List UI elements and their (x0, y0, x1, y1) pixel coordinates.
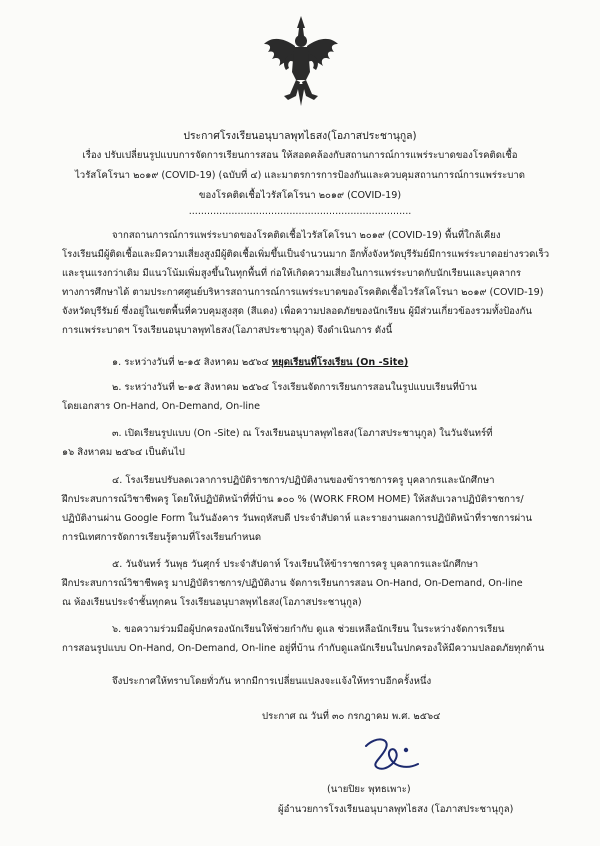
item-1 (112, 357, 408, 369)
subject-line-2: ไวรัสโคโรนา ๒๐๑๙ (COVID-19) (ฉบับที่ ๔) และมาตรการการป้องกันและควบคุมสถานการณ์การแพร่ระบาด (74, 170, 526, 181)
item-4-line-1: ๔. โรงเรียนปรับลดเวลาการปฏิบัติราชการ/ปฏิบัติงานของข้าราชการครู บุคลากรและนักศึกษา (112, 475, 495, 486)
intro-line-1: จากสถานการณ์การแพร่ระบาดของโรคติดเชื้อไวรัสโคโรนา ๒๐๑๙ (COVID-19) พื้นที่ใกล้เคียง (112, 230, 501, 241)
item-3-line-1: ๓. เปิดเรียนรูปแบบ (On -Site) ณ โรงเรียนอนุบาลพุทไธสง(โอภาสประชานุกูล) ในวันจันทร์ที่ (112, 428, 493, 439)
item-5-line-2: ฝึกประสบการณ์วิชาชีพครู มาปฏิบัติราชการ/ปฏิบัติงาน จัดการเรียนการสอน On-Hand, On-Demand, On-line (62, 578, 523, 589)
item-3-line-2: ๑๖ สิงหาคม ๒๕๖๔ เป็นต้นไป (62, 447, 185, 458)
item-4-line-2: ฝึกประสบการณ์วิชาชีพครู โดยให้ปฏิบัติหน้าที่ที่บ้าน ๑๐๐ % (WORK FROM HOME) ให้สลับเวลาปฏิบัติราชการ/ (62, 494, 524, 505)
signer-position: ผู้อำนวยการโรงเรียนอนุบาลพุทไธสง (โอภาสประชานุกูล) (278, 804, 514, 815)
garuda-emblem-icon (262, 14, 340, 108)
subject-line-3: ของโรคติดเชื้อไวรัสโคโรนา ๒๐๑๙ (COVID-19) (198, 190, 402, 201)
subject-line-1: เรื่อง ปรับเปลี่ยนรูปแบบการจัดการเรียนการสอน ให้สอดคล้องกับสถานการณ์การแพร่ระบาดของโรคติดเชื้อ (82, 150, 518, 161)
header-divider: ......................................................................... (188, 206, 412, 217)
item-2-line-2: โดยเอกสาร On-Hand, On-Demand, On-line (62, 401, 261, 412)
item-5-line-1: ๕. วันจันทร์ วันพุธ วันศุกร์ ประจำสัปดาห์ โรงเรียนให้ข้าราชการครู บุคลากรและนักศึกษา (112, 559, 479, 570)
item-1-text: ๑. ระหว่างวันที่ ๒-๑๕ สิงหาคม ๒๕๖๔ (112, 357, 272, 368)
intro-line-3: และรุนแรงกว่าเดิม มีแนวโน้มเพิ่มสูงขึ้นในทุกพื้นที่ ก่อให้เกิดความเสี่ยงในการแพร่ระบาดกับนักเรียนและบุคลากร (62, 268, 522, 279)
item-2-line-1: ๒. ระหว่างวันที่ ๒-๑๕ สิงหาคม ๒๕๖๔ โรงเรียนจัดการเรียนการสอนในรูปแบบเรียนที่บ้าน (112, 382, 477, 393)
intro-line-4: ทางการศึกษาได้ ตามประกาศศูนย์บริหารสถานการณ์การแพร่ระบาดของโรคติดเชื้อไวรัสโคโรนา ๒๐๑๙ (COVID-19) (62, 287, 544, 298)
item-6-line-1: ๖. ขอความร่วมมือผู้ปกครองนักเรียนให้ช่วยกำกับ ดูแล ช่วยเหลือนักเรียน ในระหว่างจัดการเรียน (112, 624, 505, 635)
item-4-line-3: ปฏิบัติงานผ่าน Google Form ในวันอังคาร วันพฤหัสบดี ประจำสัปดาห์ และรายงานผลการปฏิบัติหน้าที่ราชการผ่าน (62, 513, 533, 524)
item-1-emphasis: หยุดเรียนที่โรงเรียน (On -Site) (271, 357, 409, 368)
item-4-line-4: การนิเทศการจัดการเรียนรู้ตามที่โรงเรียนกำหนด (62, 532, 262, 543)
signer-name: (นายปิยะ พุทธเพาะ) (327, 784, 411, 795)
announcement-title: ประกาศโรงเรียนอนุบาลพุทไธสง(โอภาสประชานุกูล) (183, 130, 417, 142)
announced-date: ประกาศ ณ วันที่ ๓๐ กรกฎาคม พ.ศ. ๒๕๖๔ (262, 711, 441, 722)
intro-line-6: การแพร่ระบาดฯ โรงเรียนอนุบาลพุทไธสง(โอภาสประชานุกูล) จึงดำเนินการ ดังนี้ (62, 325, 393, 336)
handwritten-signature (356, 734, 422, 778)
closing-statement: จึงประกาศให้ทราบโดยทั่วกัน หากมีการเปลี่ยนแปลงจะแจ้งให้ทราบอีกครั้งหนึ่ง (112, 676, 432, 687)
item-6-line-2: การสอนรูปแบบ On-Hand, On-Demand, On-line อยู่ที่บ้าน กำกับดูแลนักเรียนในปกครองให้มีความปลอดภัยทุกด้าน (62, 643, 545, 654)
intro-line-5: จังหวัดบุรีรัมย์ ซึ่งอยู่ในเขตพื้นที่ควบคุมสูงสุด (สีแดง) เพื่อความปลอดภัยของนักเรียน ผู้มีส่วนเกี่ยวข้องรวมทั้งป้องกัน (62, 306, 532, 317)
item-5-line-3: ณ ห้องเรียนประจำชั้นทุกคน โรงเรียนอนุบาลพุทไธสง(โอภาสประชานุกูล) (62, 597, 362, 608)
intro-line-2: โรงเรียนมีผู้ติดเชื้อและมีความเสี่ยงสูงมีผู้ติดเชื้อเพิ่มขึ้นเป็นจำนวนมาก อีกทั้งจังหวัดบุรีรัมย์มีการแพร่ระบาดอย่างรวดเร็ว (62, 249, 550, 260)
